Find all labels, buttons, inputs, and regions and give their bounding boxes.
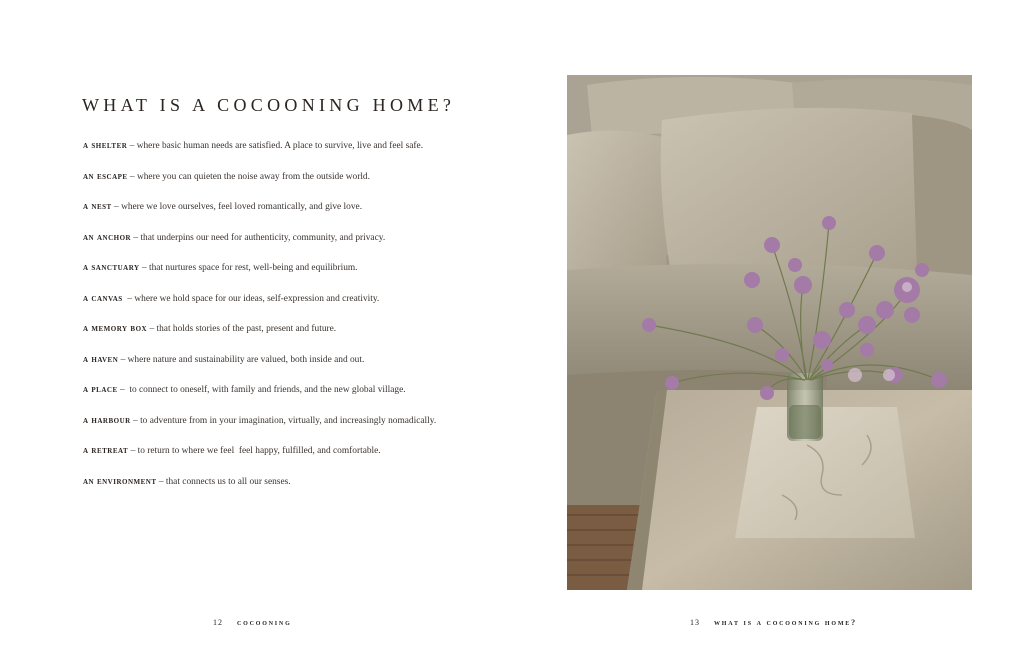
- definition-text: – that underpins our need for authenticity, community, and privacy.: [131, 232, 386, 243]
- page-title: WHAT IS A COCOONING HOME?: [82, 95, 456, 115]
- definition-item: [83, 200, 503, 231]
- right-page: [510, 0, 1020, 661]
- definition-item: [83, 322, 503, 353]
- definition-term: a memory box: [83, 324, 148, 334]
- definition-item: [83, 292, 503, 323]
- definition-text: – that connects us to all our senses.: [156, 476, 291, 487]
- definition-text: – where you can quieten the noise away from the outside world.: [127, 171, 370, 182]
- definition-term: a shelter: [83, 141, 128, 151]
- definition-term: an anchor: [83, 232, 132, 243]
- definition-term: an escape: [83, 171, 128, 182]
- page-number: 12: [213, 618, 223, 627]
- definition-term: a haven: [83, 354, 119, 365]
- definition-item: [83, 139, 503, 170]
- definition-term: a retreat: [83, 446, 129, 456]
- page-number: 13: [690, 618, 700, 627]
- definition-term: a canvas: [83, 293, 123, 304]
- definition-item: [83, 170, 503, 201]
- definition-text: – where basic human needs are satisfied. A place to survive, live and feel safe.: [127, 141, 424, 151]
- definition-text: – where we hold space for our ideas, self-expression and creativity.: [122, 293, 380, 304]
- definition-item: [83, 353, 503, 384]
- flower-vase-photo: [567, 75, 972, 590]
- definition-list: [83, 139, 503, 505]
- running-head: what is a cocooning home?: [714, 618, 857, 627]
- definition-term: a nest: [83, 202, 112, 212]
- definition-item: [83, 231, 503, 262]
- definition-text: – where we love ourselves, feel loved romantically, and give love.: [111, 202, 363, 212]
- definition-text: – that nurtures space for rest, well-being and equilibrium.: [139, 263, 358, 273]
- definition-text: – that holds stories of the past, present and future.: [147, 324, 337, 334]
- definition-term: an environment: [83, 476, 157, 487]
- left-folio: [213, 618, 292, 627]
- running-head: cocooning: [237, 618, 292, 627]
- definition-item: [83, 414, 503, 445]
- definition-item: [83, 475, 503, 506]
- definition-term: a place: [83, 385, 118, 395]
- definition-item: [83, 383, 503, 414]
- definition-text: – to connect to oneself, with family and friends, and the new global village.: [117, 385, 406, 395]
- definition-term: a harbour: [83, 415, 131, 426]
- right-folio: [690, 618, 857, 627]
- definition-text: – to return to where we feel feel happy, fulfilled, and comfortable.: [128, 446, 381, 456]
- definition-term: a sanctuary: [83, 263, 140, 273]
- photo-illustration: [567, 75, 972, 590]
- definition-text: – to adventure from in your imagination, virtually, and increasingly nomadically.: [130, 415, 437, 426]
- definition-item: [83, 261, 503, 292]
- definition-text: – where nature and sustainability are valued, both inside and out.: [118, 354, 365, 365]
- definition-item: [83, 444, 503, 475]
